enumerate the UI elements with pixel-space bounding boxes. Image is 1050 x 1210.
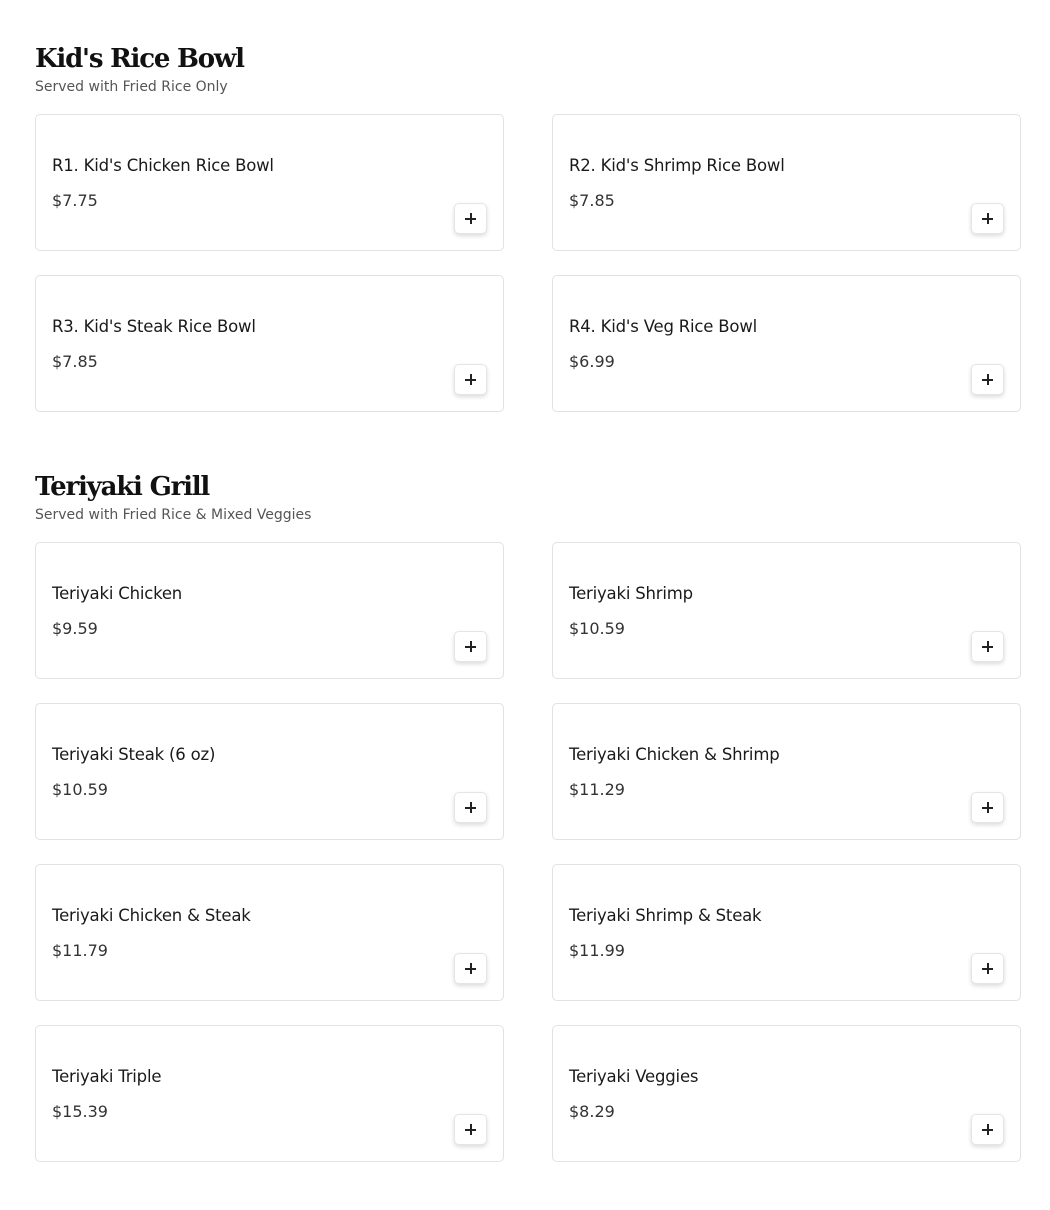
menu-item-card[interactable] [552, 864, 1021, 1001]
menu-item-card[interactable] [552, 542, 1021, 679]
add-item-button[interactable] [454, 953, 487, 984]
menu-item-card[interactable] [35, 1025, 504, 1162]
plus-icon [982, 374, 993, 385]
add-item-button[interactable] [971, 203, 1004, 234]
section-subtitle: Served with Fried Rice Only [35, 79, 228, 95]
menu-item-name: Teriyaki Chicken [52, 584, 183, 603]
add-item-button[interactable] [454, 631, 487, 662]
add-item-button[interactable] [454, 792, 487, 823]
menu-item-name: R1. Kid's Chicken Rice Bowl [52, 156, 274, 175]
menu-item-price: $7.85 [569, 191, 615, 210]
menu-item-name: R4. Kid's Veg Rice Bowl [569, 317, 757, 336]
plus-icon [982, 963, 993, 974]
menu-item-price: $11.99 [569, 941, 625, 960]
add-item-button[interactable] [454, 364, 487, 395]
add-item-button[interactable] [971, 1114, 1004, 1145]
menu-item-name: Teriyaki Chicken & Shrimp [569, 745, 780, 764]
add-item-button[interactable] [971, 792, 1004, 823]
menu-item-name: Teriyaki Steak (6 oz) [52, 745, 216, 764]
menu-item-card[interactable] [552, 275, 1021, 412]
plus-icon [465, 374, 476, 385]
add-item-button[interactable] [971, 953, 1004, 984]
menu-item-price: $11.79 [52, 941, 108, 960]
menu-item-grid [35, 542, 1021, 1162]
menu-item-card[interactable] [552, 1025, 1021, 1162]
plus-icon [465, 802, 476, 813]
menu-item-price: $7.85 [52, 352, 98, 371]
menu-section-kids-rice-bowl [35, 44, 1021, 371]
menu-item-price: $9.59 [52, 619, 98, 638]
plus-icon [465, 1124, 476, 1135]
add-item-button[interactable] [971, 631, 1004, 662]
plus-icon [982, 213, 993, 224]
menu-item-name: R3. Kid's Steak Rice Bowl [52, 317, 256, 336]
plus-icon [982, 1124, 993, 1135]
add-item-button[interactable] [454, 203, 487, 234]
menu-item-card[interactable] [552, 114, 1021, 251]
menu-item-card[interactable] [35, 275, 504, 412]
menu-item-price: $7.75 [52, 191, 98, 210]
section-subtitle: Served with Fried Rice & Mixed Veggies [35, 507, 312, 523]
menu-item-card[interactable] [35, 864, 504, 1001]
menu-item-name: Teriyaki Shrimp & Steak [569, 906, 762, 925]
menu-item-name: Teriyaki Chicken & Steak [52, 906, 251, 925]
add-item-button[interactable] [454, 1114, 487, 1145]
menu-item-card[interactable] [35, 114, 504, 251]
menu-item-price: $15.39 [52, 1102, 108, 1121]
add-item-button[interactable] [971, 364, 1004, 395]
menu-item-price: $11.29 [569, 780, 625, 799]
menu-item-card[interactable] [552, 703, 1021, 840]
menu-item-name: Teriyaki Shrimp [569, 584, 693, 603]
menu-item-name: Teriyaki Triple [52, 1067, 162, 1086]
menu-item-grid [35, 114, 1021, 412]
menu-item-price: $8.29 [569, 1102, 615, 1121]
plus-icon [982, 802, 993, 813]
plus-icon [982, 641, 993, 652]
menu-item-name: Teriyaki Veggies [569, 1067, 699, 1086]
plus-icon [465, 641, 476, 652]
menu-section-teriyaki-grill [35, 472, 1021, 1121]
menu-item-name: R2. Kid's Shrimp Rice Bowl [569, 156, 785, 175]
menu-item-price: $6.99 [569, 352, 615, 371]
menu-item-price: $10.59 [569, 619, 625, 638]
section-title: Kid's Rice Bowl [35, 44, 244, 74]
plus-icon [465, 963, 476, 974]
menu-item-price: $10.59 [52, 780, 108, 799]
menu-item-card[interactable] [35, 703, 504, 840]
menu-item-card[interactable] [35, 542, 504, 679]
section-title: Teriyaki Grill [35, 472, 210, 502]
plus-icon [465, 213, 476, 224]
